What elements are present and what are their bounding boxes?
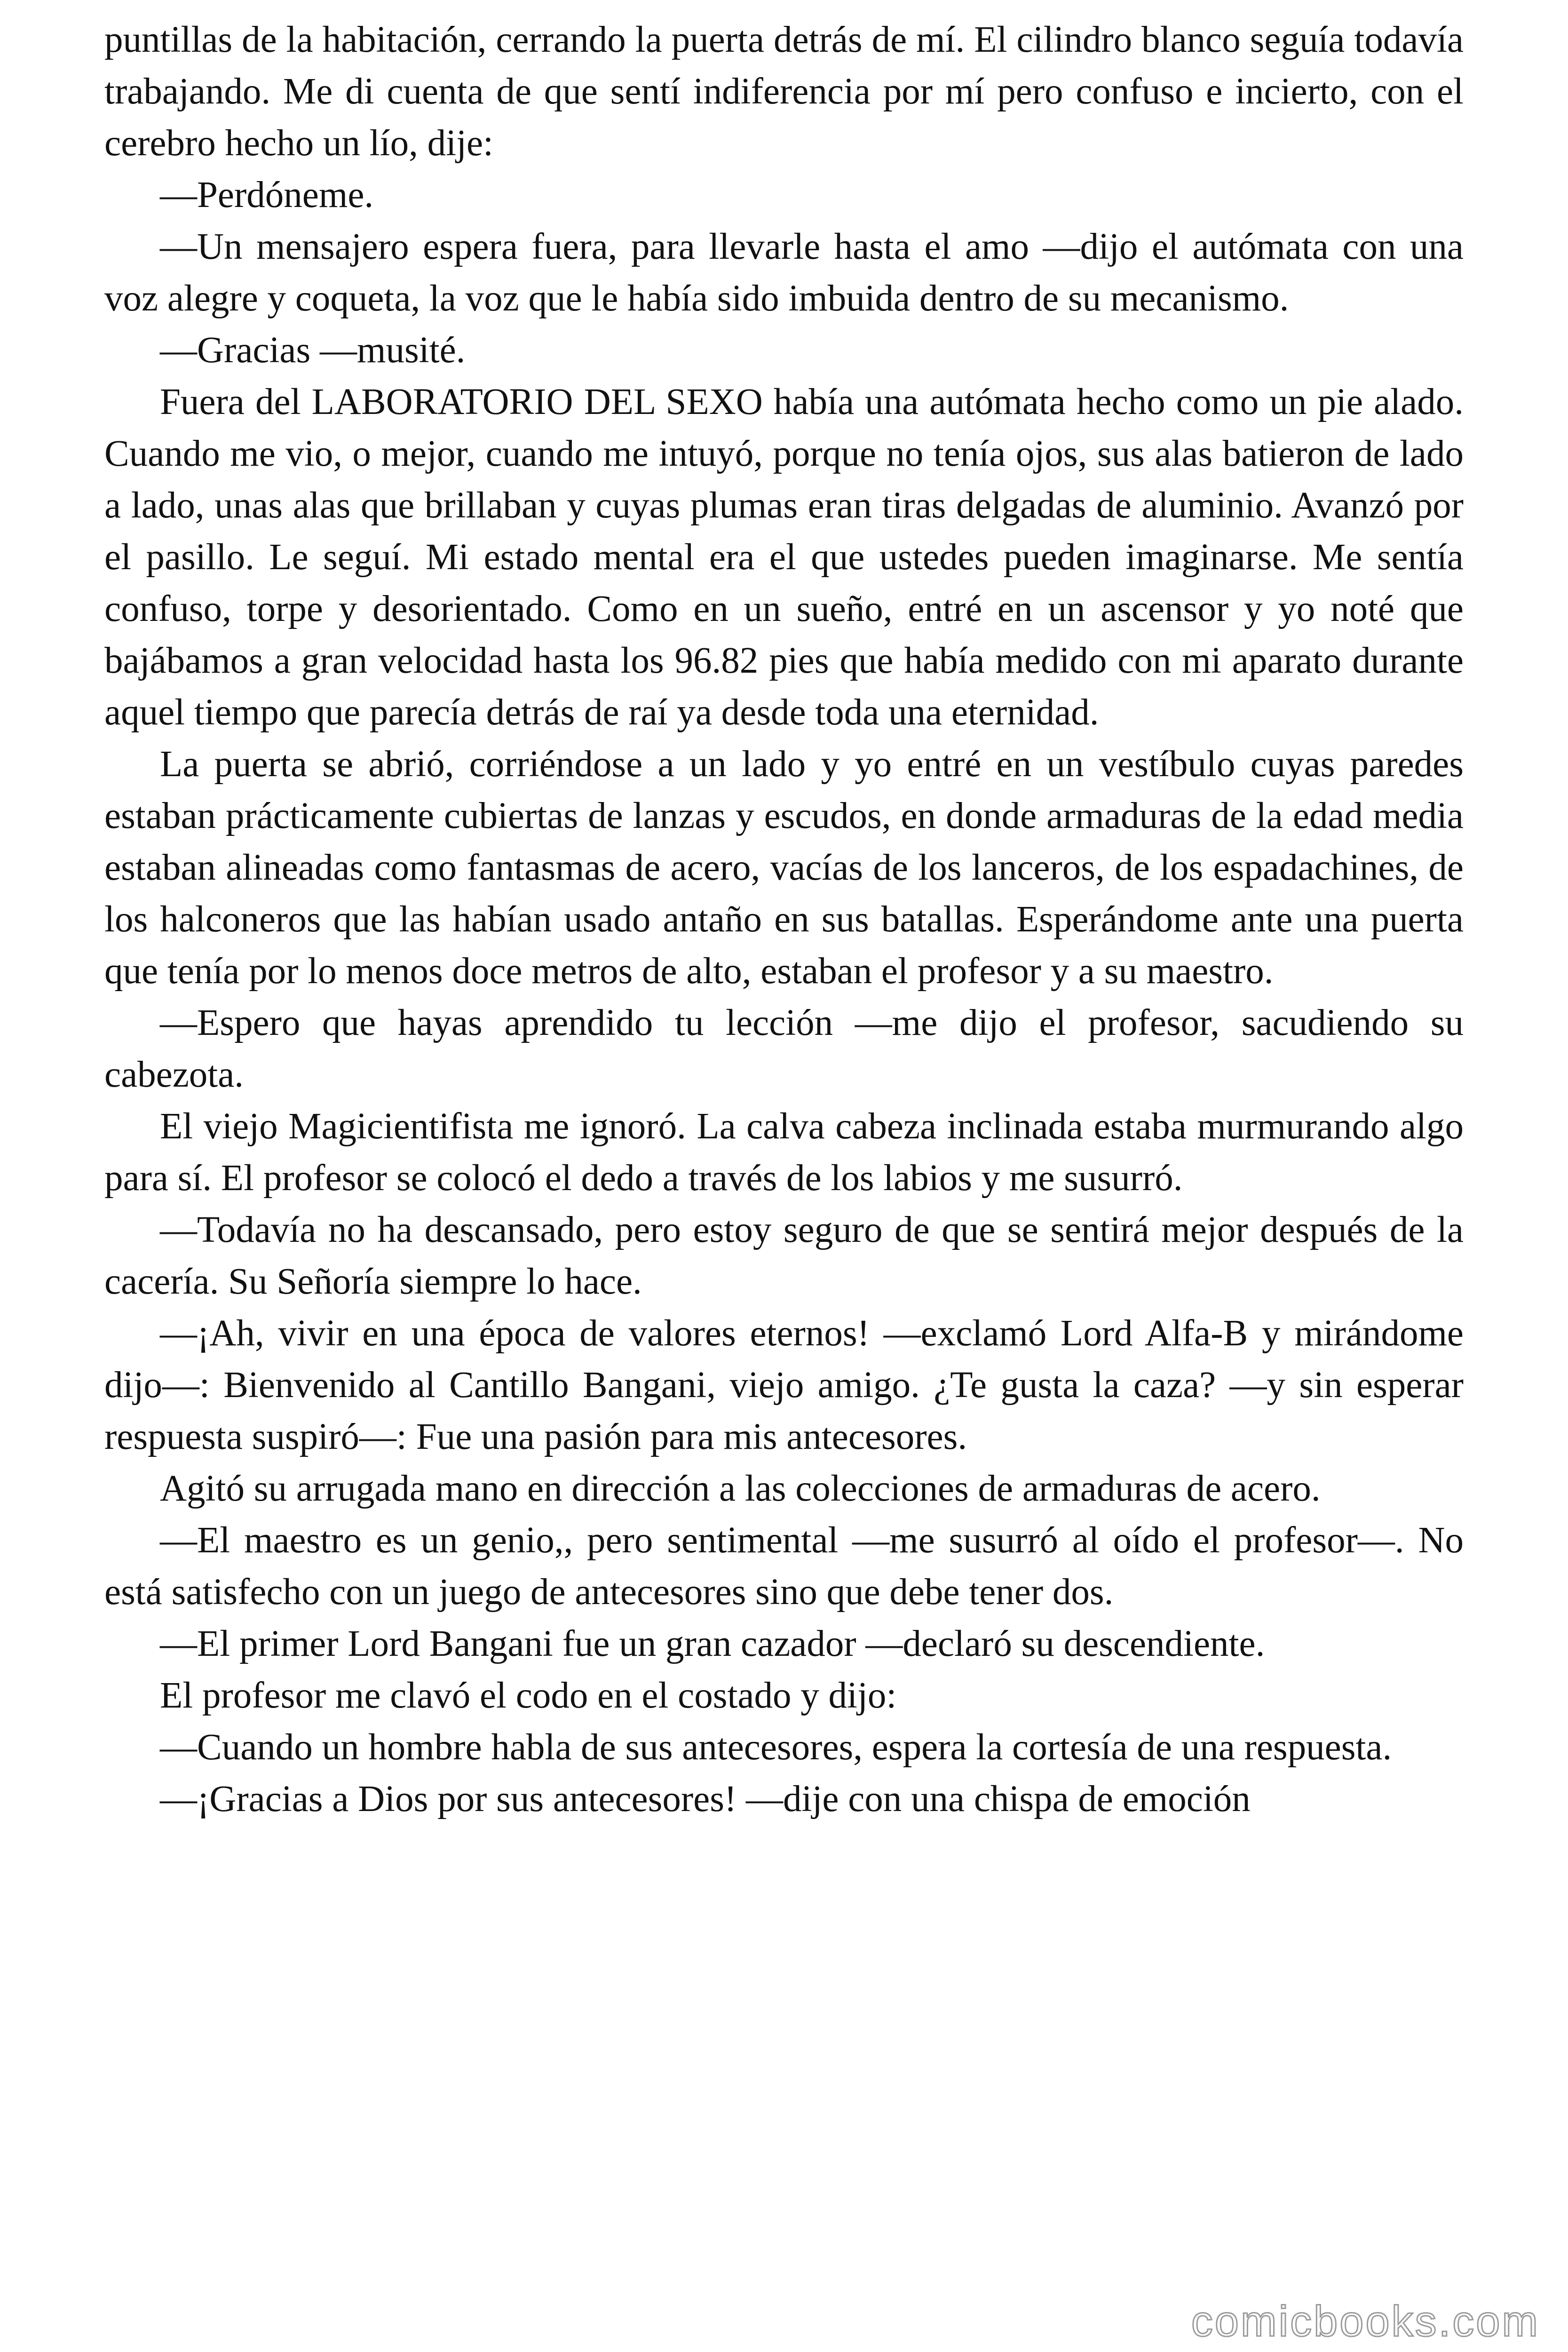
paragraph: —El primer Lord Bangani fue un gran cazador —declaró su descendiente.: [160, 1623, 1265, 1664]
paragraph: El profesor me clavó el codo en el costado y dijo:: [160, 1675, 897, 1716]
document-page: [104, 14, 1464, 2319]
paragraph: Agitó su arrugada mano en dirección a las colecciones de armaduras de acero.: [160, 1468, 1321, 1509]
paragraph: —¡Ah, vivir en una época de valores eternos! —exclamó Lord Alfa-B y mirándome dijo—: Bienvenido al Cantillo Bangani, viejo amigo. ¿Te gusta la caza? —y sin esperar respuesta suspiró—: Fue una pasión para mis antecesores.: [104, 1313, 1464, 1457]
paragraph: puntillas de la habitación, cerrando la puerta detrás de mí. El cilindro blanco seguía todavía trabajando. Me di cuenta de que sentí indiferencia por mí pero confuso e incierto, con el cerebro hecho un lío, dije:: [104, 19, 1464, 164]
paragraph: —Cuando un hombre habla de sus antecesores, espera la cortesía de una respuesta.: [160, 1727, 1392, 1768]
paragraph: —Perdóneme.: [160, 175, 374, 215]
paragraph: —Un mensajero espera fuera, para llevarle hasta el amo —dijo el autómata con una voz alegre y coqueta, la voz que le había sido imbuida dentro de su mecanismo.: [104, 226, 1464, 319]
paragraph: Fuera del LABORATORIO DEL SEXO había una autómata hecho como un pie alado. Cuando me vio, o mejor, cuando me intuyó, porque no tenía ojos, sus alas batieron de lado a lado, unas alas que brillaban y cuyas plumas eran tiras delgadas de aluminio. Avanzó por el pasillo. Le seguí. Mi estado mental era el que ustedes pueden imaginarse. Me sentía confuso, torpe y desorientado. Como en un sueño, entré en un ascensor y yo noté que bajábamos a gran velocidad hasta los 96.82 pies que había medido con mi aparato durante aquel tiempo que parecía detrás de raí ya desde toda una eternidad.: [104, 381, 1464, 733]
paragraph: —¡Gracias a Dios por sus antecesores! —dije con una chispa de emoción: [160, 1779, 1251, 1820]
paragraph: —Gracias —musité.: [160, 330, 466, 371]
watermark: comicbooks.com: [1191, 2297, 1540, 2345]
paragraph: —El maestro es un genio,, pero sentimental —me susurró al oído el profesor—. No está satisfecho con un juego de antecesores sino que debe tener dos.: [104, 1520, 1464, 1613]
paragraph: —Todavía no ha descansado, pero estoy seguro de que se sentirá mejor después de la cacería. Su Señoría siempre lo hace.: [104, 1209, 1464, 1302]
paragraph: La puerta se abrió, corriéndose a un lado y yo entré en un vestíbulo cuyas paredes estaban prácticamente cubiertas de lanzas y escudos, en donde armaduras de la edad media estaban alineadas como fantasmas de acero, vacías de los lanceros, de los espadachines, de los halconeros que las habían usado antaño en sus batallas. Esperándome ante una puerta que tenía por lo menos doce metros de alto, estaban el profesor y a su maestro.: [104, 744, 1464, 992]
paragraph: El viejo Magicientifista me ignoró. La calva cabeza inclinada estaba murmurando algo para sí. El profesor se colocó el dedo a través de los labios y me susurró.: [104, 1106, 1464, 1199]
paragraph: —Espero que hayas aprendido tu lección —me dijo el profesor, sacudiendo su cabezota.: [104, 1002, 1464, 1095]
